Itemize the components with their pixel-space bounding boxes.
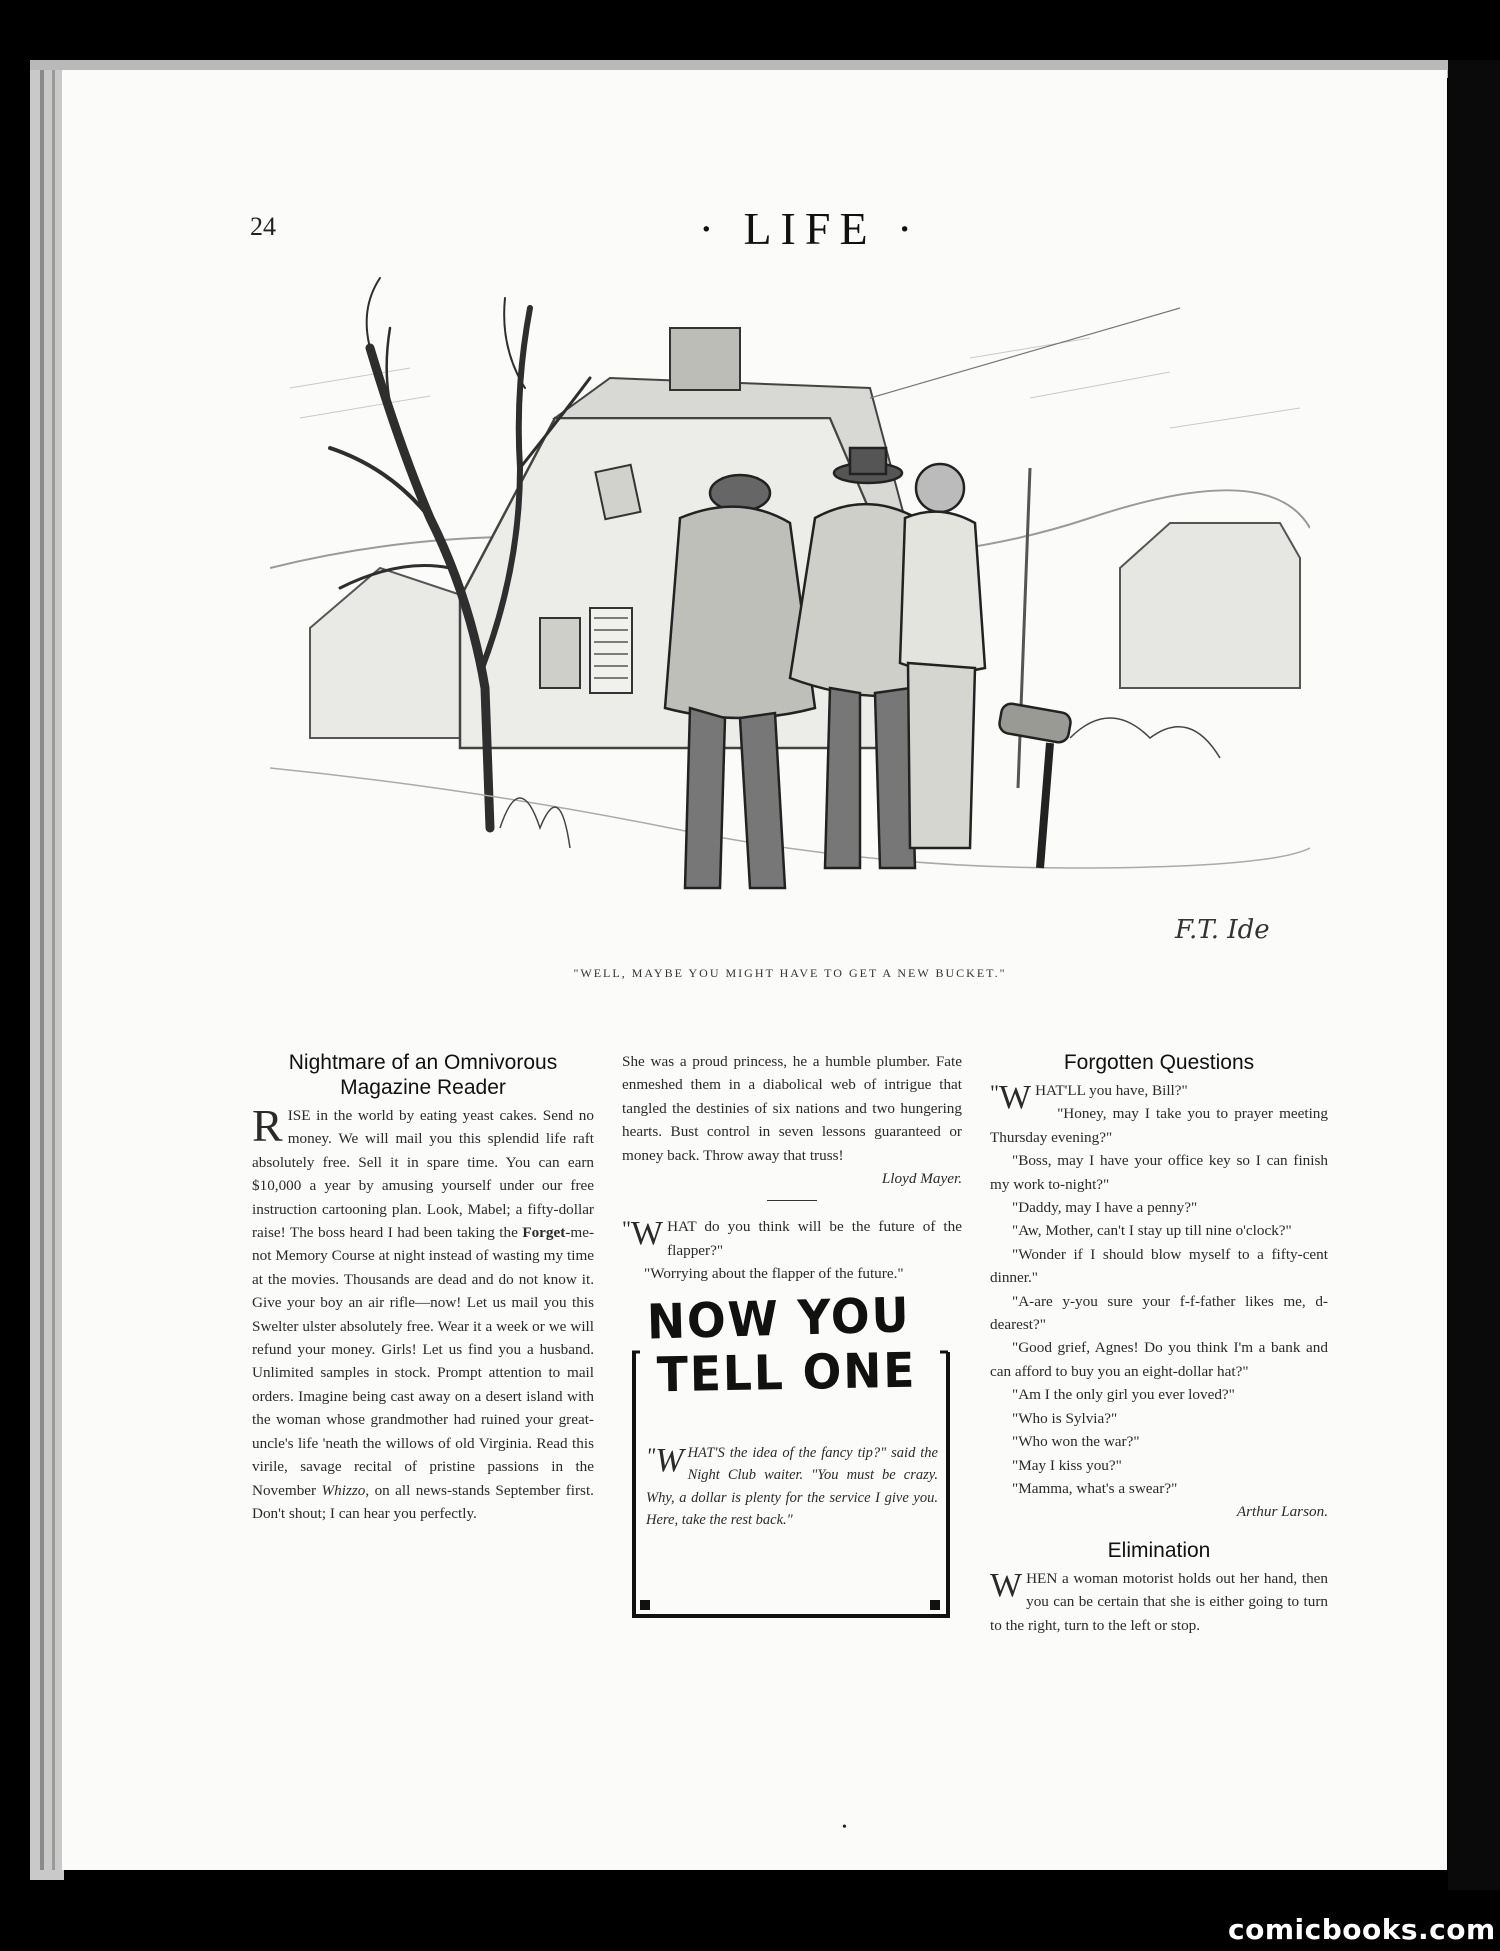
watermark-comicbooks: comicbooks.com: [1228, 1913, 1496, 1946]
list-item: "Aw, Mother, can't I stay up till nine o'clock?": [1012, 1222, 1292, 1240]
list-item: "Who won the war?": [1012, 1433, 1140, 1451]
list-item: "Wonder if I should blow myself to a fifty-cent dinner.": [990, 1245, 1328, 1287]
footer-dot: •: [842, 1820, 847, 1835]
list-item: "Who is Sylvia?": [1012, 1409, 1118, 1427]
now-you-tell-one-text: [646, 1442, 938, 1532]
list-item: "May I kiss you?": [1012, 1456, 1122, 1474]
masthead-title: · LIFE ·: [698, 203, 922, 254]
illustration-caption: "WELL, MAYBE YOU MIGHT HAVE TO GET A NEW BUCKET.": [573, 966, 1007, 980]
page-stack-edge: [30, 70, 64, 1880]
list-item: "A-are y-you sure your f-f-father likes me, d-dearest?": [990, 1292, 1328, 1334]
list-item: "Honey, may I take you to prayer meeting Thursday evening?": [990, 1105, 1328, 1146]
quote-mark: ": [622, 1216, 631, 1242]
illustration-signature: F.T. Ide: [1175, 915, 1270, 945]
quote-mark: ": [990, 1080, 999, 1105]
article-title-forgotten: Forgotten Questions: [1063, 1051, 1255, 1074]
body-text: HAT'S the idea of the fancy tip?" said the Night Club waiter. "You must be crazy. Why, a dollar is plenty for the service I give you. Here, take the rest back.": [646, 1444, 938, 1529]
spacer: [990, 1524, 1328, 1538]
author-lloyd-mayer: Lloyd Mayer.: [881, 1170, 962, 1188]
drop-cap: W: [990, 1566, 1023, 1604]
drop-cap: W: [630, 1215, 664, 1253]
column-middle: [622, 1050, 962, 1626]
author-arthur-larson: Arthur Larson.: [1236, 1503, 1328, 1521]
body-text: HAT'LL you have, Bill?": [1035, 1082, 1188, 1099]
cartoon-illustration: [270, 268, 1310, 953]
page-number: 24: [250, 212, 276, 241]
list-item: "Daddy, may I have a penny?": [1012, 1199, 1198, 1217]
column-right: [990, 1050, 1328, 1637]
bold-word: Forget: [522, 1224, 566, 1242]
body-text: ISE in the world by eating yeast cakes. Send no money. We will mail you this splendid life raft absolutely free. Sell it in spare time. You can earn $10,000 a year by amusing yourself under our free instruction cartooning plan. Look, Mabel; a fifty-dollar raise! The boss heard I had been taking the: [252, 1107, 594, 1242]
drop-cap: W: [998, 1079, 1032, 1116]
body-text: , on all news-stands September first. Don't shout; I can hear you perfectly.: [252, 1481, 594, 1522]
drop-cap: R: [252, 1100, 283, 1151]
flapper-joke-question: [622, 1215, 962, 1262]
article-title-elimination: Elimination: [1107, 1538, 1211, 1562]
body-text: HAT do you think will be the future of the flapper?": [667, 1218, 962, 1259]
elimination-text: [990, 1567, 1328, 1637]
article-nightmare: [252, 1050, 594, 1525]
list-item: "Am I the only girl you ever loved?": [1012, 1386, 1235, 1404]
list-item: "Boss, may I have your office key so I can finish my work to-night?": [990, 1152, 1328, 1193]
title-line: NOW YOU: [646, 1287, 912, 1351]
continuation-text: She was a proud princess, he a humble plumber. Fate enmeshed them in a diabolical web of intrigue that tangled the destinies of six nations and two hungering hearts. Bust control in seven lessons guaranteed or money back. Throw away that truss!: [622, 1053, 962, 1164]
scan-right-edge: [1448, 60, 1500, 1890]
flapper-joke-answer: "Worrying about the flapper of the future.": [644, 1265, 904, 1283]
body-text: HEN a woman motorist holds out her hand, then you can be certain that she is either going to turn to the right, turn to the left or stop.: [990, 1569, 1328, 1634]
title-line: Nightmare of an Omnivorous: [288, 1051, 558, 1074]
list-item: "Mamma, what's a swear?": [1012, 1479, 1178, 1497]
forgotten-first-line: [990, 1079, 1328, 1116]
title-line: Magazine Reader: [340, 1076, 506, 1099]
magazine-name: Whizzo: [321, 1481, 366, 1499]
page-stack-line: [40, 70, 44, 1870]
title-line: TELL ONE: [656, 1342, 917, 1404]
article-body: [252, 1100, 594, 1525]
quote-mark: ": [646, 1442, 656, 1468]
list-item: "Good grief, Agnes! Do you think I'm a bank and can afford to buy you an eight-dollar hat?": [990, 1339, 1328, 1380]
now-you-tell-one-box: [622, 1287, 958, 1626]
page-stack-line: [52, 70, 55, 1870]
drop-cap: W: [655, 1441, 684, 1479]
divider: [767, 1200, 817, 1201]
body-text: -me-not Memory Course at night instead of wasting my time at the movies. Thousands are dead and do not know it. Give your boy an air rifle—now! Let us mail you this Swelter ulster absolutely free. Wear it a week or we will refund your money. Girls! Let us find you a husband. Unlimited samples in stock. Prompt attention to mail orders. Imagine being cast away on a desert island with the woman whose grandmother had ruined your great-uncle's life 'neath the willows of old Virginia. Read this virile, savage recital of pristine passions in the November: [252, 1224, 594, 1499]
article-title-nightmare: [252, 1050, 594, 1100]
